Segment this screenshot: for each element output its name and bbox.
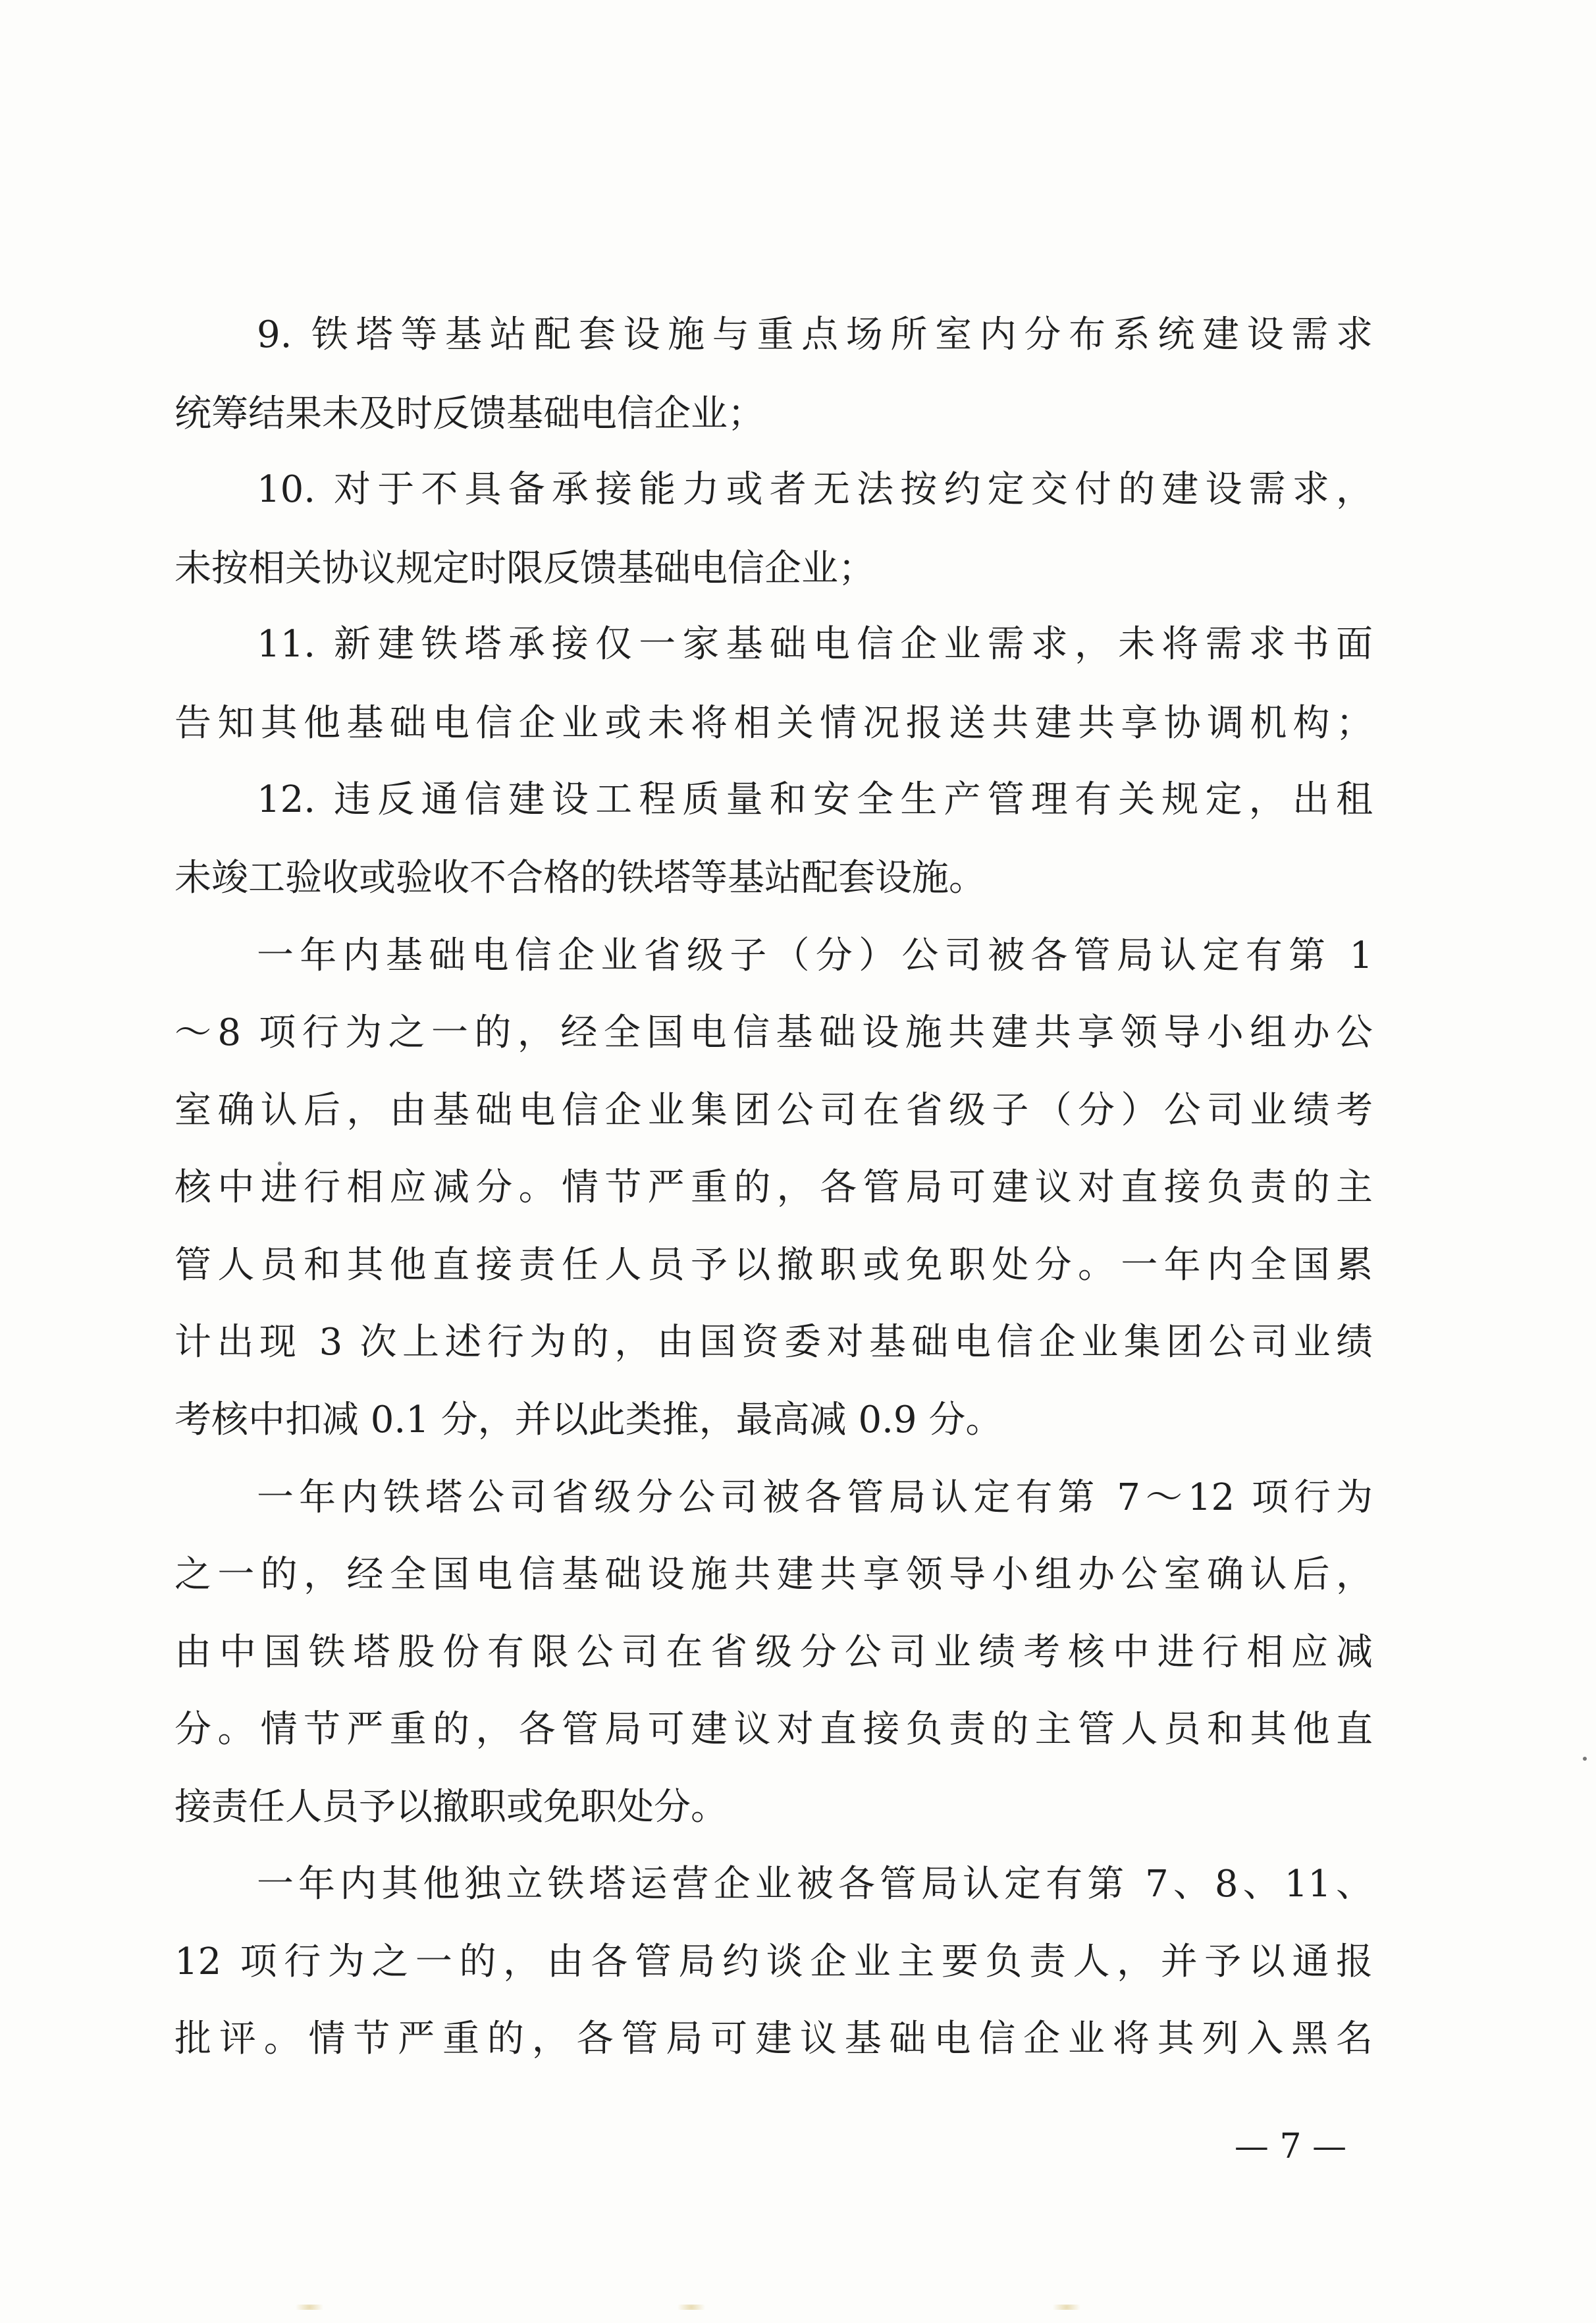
text-line: 12 项行为之一的，由各管局约谈企业主要负责人，并予以通报 [174,1940,1373,1983]
text-line: 9. 铁塔等基站配套设施与重点场所室内分布系统建设需求 [257,313,1373,356]
text-line: 由中国铁塔股份有限公司在省级分公司业绩考核中进行相应减 [174,1631,1373,1674]
scan-speck [1583,1757,1587,1761]
text-line: 批评。情节严重的，各管局可建议基础电信企业将其列入黑名 [174,2017,1373,2060]
scan-edge-mark [290,2305,329,2310]
text-line: 考核中扣减 0.1 分，并以此类推，最高减 0.9 分。 [174,1399,1003,1441]
scan-speck [278,1162,282,1165]
text-line: 11. 新建铁塔承接仅一家基础电信企业需求，未将需求书面 [257,623,1373,666]
scan-edge-mark [1047,2305,1086,2310]
text-line: 12. 违反通信建设工程质量和安全生产管理有关规定，出租 [257,778,1373,821]
text-line: 室确认后，由基础电信企业集团公司在省级子（分）公司业绩考 [174,1089,1373,1132]
text-line: 未按相关协议规定时限反馈基础电信企业； [174,547,875,590]
text-line: 告知其他基础电信企业或未将相关情况报送共建共享协调机构； [174,702,1373,745]
text-line: 分。情节严重的，各管局可建议对直接负责的主管人员和其他直 [174,1708,1373,1751]
text-line: 10. 对于不具备承接能力或者无法按约定交付的建设需求， [257,468,1373,511]
text-line: 计出现 3 次上述行为的，由国资委对基础电信企业集团公司业绩 [174,1321,1373,1364]
text-line: ～8 项行为之一的，经全国电信基础设施共建共享领导小组办公 [174,1011,1373,1054]
scan-edge-mark [672,2305,711,2310]
text-line: 统筹结果未及时反馈基础电信企业； [174,392,764,435]
text-line: 之一的，经全国电信基础设施共建共享领导小组办公室确认后， [174,1553,1373,1596]
text-line: 核中进行相应减分。情节严重的，各管局可建议对直接负责的主 [174,1166,1373,1209]
text-line: 一年内铁塔公司省级分公司被各管局认定有第 7～12 项行为 [257,1476,1373,1519]
text-line: 接责任人员予以撤职或免职处分。 [174,1786,728,1829]
text-line: 一年内基础电信企业省级子（分）公司被各管局认定有第 1 [257,934,1373,977]
page-number: — 7 — [1234,2127,1347,2166]
text-line: 未竣工验收或验收不合格的铁塔等基站配套设施。 [174,857,986,899]
text-line: 一年内其他独立铁塔运营企业被各管局认定有第 7、8、11、 [257,1863,1373,1906]
text-line: 管人员和其他直接责任人员予以撤职或免职处分。一年内全国累 [174,1244,1373,1287]
